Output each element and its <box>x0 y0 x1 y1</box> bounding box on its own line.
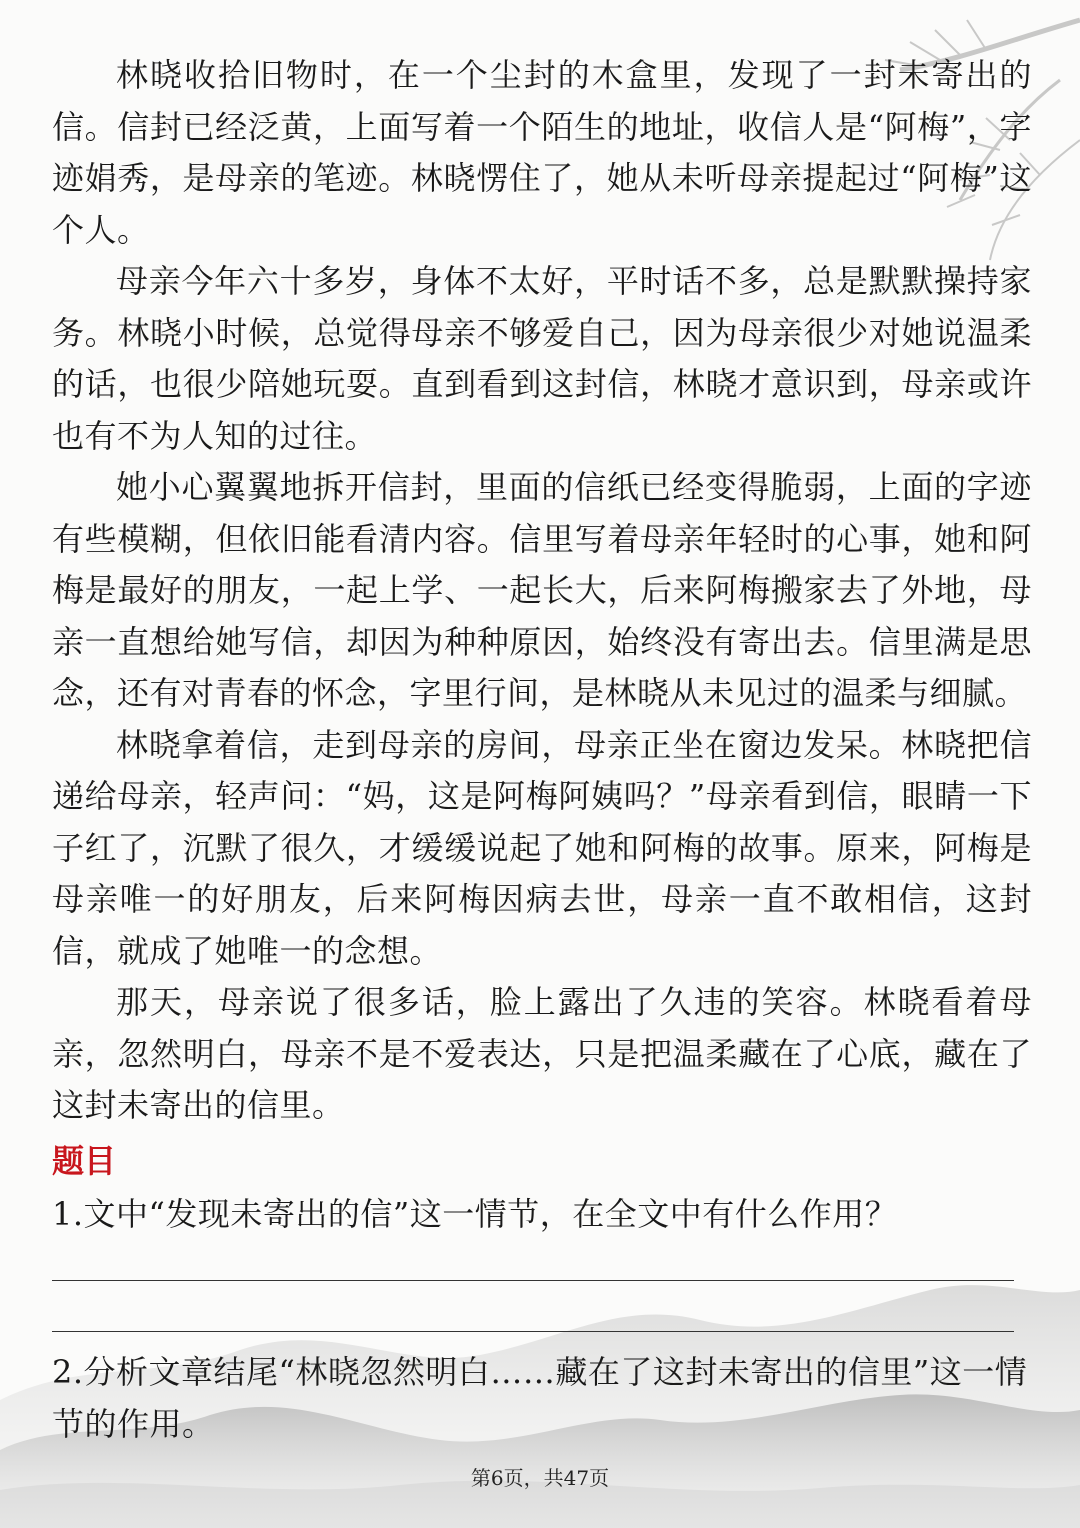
paragraph-1: 林晓收拾旧物时，在一个尘封的木盒里，发现了一封未寄出的信。信封已经泛黄，上面写着一个陌生的地址，收信人是“阿梅”，字迹娟秀，是母亲的笔迹。林晓愣住了，她从未听母亲提起过“阿梅”这个人。 <box>52 56 1032 249</box>
question-1: 1.文中“发现未寄出的信”这一情节，在全文中有什么作用？ <box>52 1194 898 1233</box>
answer-line[interactable] <box>52 1331 1014 1332</box>
paragraph-3: 她小心翼翼地拆开信封，里面的信纸已经变得脆弱，上面的字迹有些模糊，但依旧能看清内容。信里写着母亲年轻时的心事，她和阿梅是最好的朋友，一起上学、一起长大，后来阿梅搬家去了外地，母亲一直想给她写信，却因为种种原因，始终没有寄出去。信里满是思念，还有对青春的怀念，字里行间，是林晓从未见过的温柔与细腻。 <box>52 468 1032 712</box>
questions-heading: 题目 <box>52 1141 117 1180</box>
question-2: 2.分析文章结尾“林晓忽然明白……藏在了这封未寄出的信里”这一情节的作用。 <box>52 1352 1028 1443</box>
page-number-footer: 第6页，共47页 <box>470 1466 610 1490</box>
paragraph-4: 林晓拿着信，走到母亲的房间，母亲正坐在窗边发呆。林晓把信递给母亲，轻声问：“妈，这是阿梅阿姨吗？”母亲看到信，眼睛一下子红了，沉默了很久，才缓缓说起了她和阿梅的故事。原来，阿梅是母亲唯一的好朋友，后来阿梅因病去世，母亲一直不敢相信，这封信，就成了她唯一的念想。 <box>52 725 1032 970</box>
article-content <box>52 50 1032 1450</box>
answer-line[interactable] <box>52 1280 1014 1281</box>
paragraph-5: 那天，母亲说了很多话，脸上露出了久违的笑容。林晓看着母亲，忽然明白，母亲不是不爱表达，只是把温柔藏在了心底，藏在了这封未寄出的信里。 <box>52 983 1032 1124</box>
paragraph-2: 母亲今年六十多岁，身体不太好，平时话不多，总是默默操持家务。林晓小时候，总觉得母亲不够爱自己，因为母亲很少对她说温柔的话，也很少陪她玩耍。直到看到这封信，林晓才意识到，母亲或许也有不为人知的过往。 <box>52 262 1032 455</box>
